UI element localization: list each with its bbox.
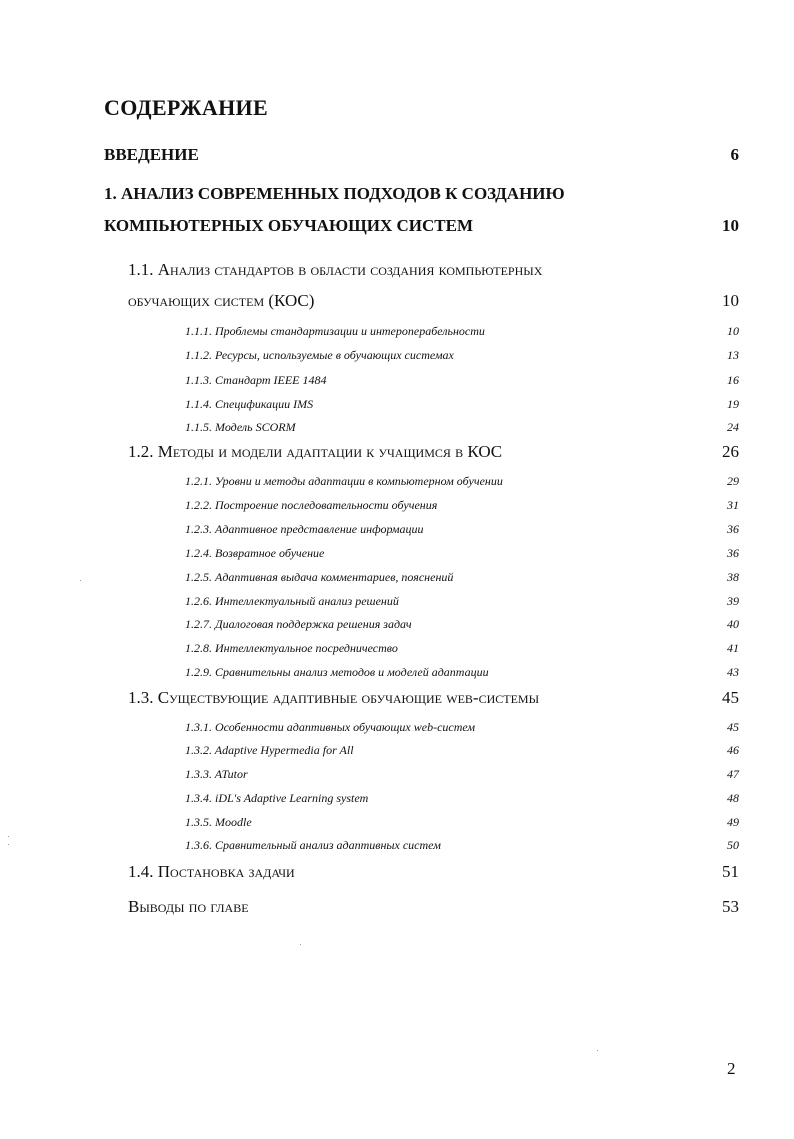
toc-entry-conclusions[interactable] [128,897,739,917]
toc-entry-page: 6 [730,145,739,164]
toc-entry-label: 1.1.4. Спецификации IMS [185,397,314,411]
toc-entry-label: 1.3.5. Moodle [185,815,252,829]
toc-entry-label: 1.2.4. Возвратное обучение [185,546,325,560]
toc-entry-page: 16 [727,373,739,387]
toc-entry-page: 51 [722,862,739,881]
toc-entry-1-3-1[interactable] [185,720,739,735]
toc-entry-label: 1.1.3. Стандарт IEEE 1484 [185,373,327,387]
toc-entry-1-4[interactable] [128,862,739,882]
toc-entry-label: 1.1.1. Проблемы стандартизации и интероперабельности [185,324,485,338]
toc-entry-label: 1.2.5. Адаптивная выдача комментариев, пояснений [185,570,454,584]
toc-entry-page: 46 [727,743,739,757]
toc-entry-page: 49 [727,815,739,829]
toc-entry-label: обучающих систем (КОС) [128,291,315,310]
toc-entry-1-2-5[interactable] [185,570,739,585]
toc-entry-page: 36 [727,522,739,536]
toc-entry-label: 1.2.6. Интеллектуальный анализ решений [185,594,399,608]
toc-entry-label: 1.2.1. Уровни и методы адаптации в компьютерном обучении [185,474,503,488]
toc-entry-1-3-5[interactable] [185,815,739,830]
toc-chapter-heading: 1. АНАЛИЗ СОВРЕМЕННЫХ ПОДХОДОВ К СОЗДАНИЮ [104,184,565,203]
toc-entry-page: 10 [727,324,739,338]
toc-entry-page: 26 [722,442,739,461]
toc-entry-1-3-2[interactable] [185,743,739,758]
toc-entry-1-3-6[interactable] [185,838,739,853]
toc-entry-page: 45 [727,720,739,734]
toc-entry-page: 24 [727,420,739,434]
scan-speck [597,1050,598,1051]
toc-entry-1-2-8[interactable] [185,641,739,656]
toc-entry-label: Выводы по главе [128,897,249,916]
toc-entry-label: 1.3. Существующие адаптивные обучающие web-системы [128,688,540,707]
toc-entry-1-2-7[interactable] [185,617,739,632]
toc-entry-page: 50 [727,838,739,852]
toc-entry-1-1-4[interactable] [185,397,739,412]
toc-entry-label: 1.3.1. Особенности адаптивных обучающих web-систем [185,720,476,734]
toc-entry-page: 45 [722,688,739,707]
toc-entry-page: 53 [722,897,739,916]
toc-entry-1-2-2[interactable] [185,498,739,513]
toc-entry-page: 47 [727,767,739,781]
toc-entry-page: 29 [727,474,739,488]
toc-entry-1-2-3[interactable] [185,522,739,537]
toc-entry-page: 36 [727,546,739,560]
toc-entry-label: 1.2.2. Построение последовательности обучения [185,498,438,512]
toc-entry-label: 1.3.6. Сравнительный анализ адаптивных систем [185,838,441,852]
toc-section-heading: 1.1. Анализ стандартов в области создания компьютерных [128,260,543,279]
toc-entry-label: 1.3.3. ATutor [185,767,248,781]
toc-entry-label: 1.3.4. iDL's Adaptive Learning system [185,791,369,805]
page-number: 2 [727,1059,736,1078]
toc-entry-1-1[interactable] [128,291,739,311]
toc-entry-1-1-1[interactable] [185,324,739,339]
toc-entry-chapter-1[interactable] [104,216,739,236]
toc-entry-page: 38 [727,570,739,584]
toc-entry-1-1-2[interactable] [185,348,739,363]
toc-entry-1-2-6[interactable] [185,594,739,609]
toc-entry-intro[interactable] [104,145,739,165]
toc-entry-page: 41 [727,641,739,655]
toc-entry-label: 1.2.3. Адаптивное представление информации [185,522,424,536]
scan-speck [300,944,301,945]
toc-entry-1-2-9[interactable] [185,665,739,680]
toc-entry-page: 19 [727,397,739,411]
toc-entry-label: 1.2.7. Диалоговая поддержка решения задач [185,617,412,631]
toc-entry-1-1-3[interactable] [185,373,739,388]
page-title: СОДЕРЖАНИЕ [104,95,268,120]
toc-entry-label: 1.2.8. Интеллектуальное посредничество [185,641,398,655]
toc-entry-1-3-3[interactable] [185,767,739,782]
toc-entry-label: 1.1.2. Ресурсы, используемые в обучающих системах [185,348,454,362]
toc-entry-label: КОМПЬЮТЕРНЫХ ОБУЧАЮЩИХ СИСТЕМ [104,216,474,235]
toc-entry-page: 48 [727,791,739,805]
toc-entry-page: 40 [727,617,739,631]
toc-entry-1-3[interactable] [128,688,739,708]
toc-entry-page: 13 [727,348,739,362]
toc-entry-1-2-1[interactable] [185,474,739,489]
toc-entry-page: 31 [727,498,739,512]
toc-entry-label: ВВЕДЕНИЕ [104,145,199,164]
scan-speck [80,580,81,581]
toc-entry-page: 10 [722,216,739,235]
toc-entry-1-2-4[interactable] [185,546,739,561]
toc-entry-label: 1.3.2. Adaptive Hypermedia for All [185,743,354,757]
toc-entry-label: 1.1.5. Модель SCORM [185,420,296,434]
scan-speck [8,844,9,845]
toc-entry-page: 43 [727,665,739,679]
toc-entry-label: 1.2. Методы и модели адаптации к учащимся в КОС [128,442,503,461]
toc-entry-1-3-4[interactable] [185,791,739,806]
toc-entry-page: 10 [722,291,739,310]
toc-entry-1-2[interactable] [128,442,739,462]
scan-speck [8,836,9,837]
toc-entry-1-1-5[interactable] [185,420,739,435]
toc-entry-label: 1.4. Постановка задачи [128,862,295,881]
toc-entry-page: 39 [727,594,739,608]
toc-entry-label: 1.2.9. Сравнительны анализ методов и моделей адаптации [185,665,489,679]
